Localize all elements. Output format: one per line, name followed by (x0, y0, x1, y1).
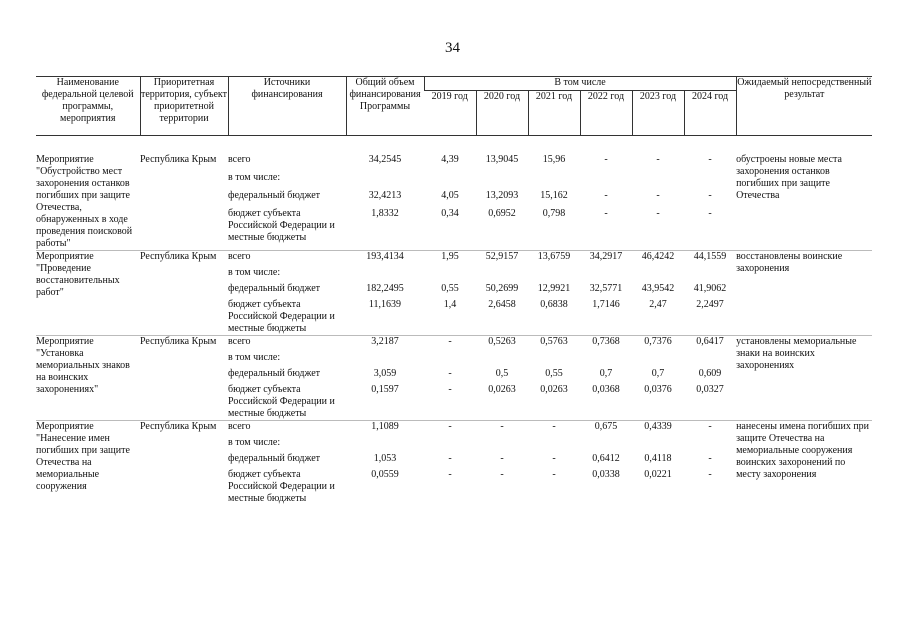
year-amount: - (708, 189, 712, 201)
year-amount (580, 168, 632, 186)
year-amount (684, 348, 736, 364)
year-amount: 44,1559 (684, 251, 736, 264)
year-amount: 0,4339 (632, 421, 684, 434)
year-amount: - (604, 189, 608, 201)
year-amount: 0,55 (545, 368, 563, 379)
total-amount: 1,053 (373, 453, 397, 464)
funding-source: федеральный бюджет (228, 453, 321, 464)
table-row (36, 336, 872, 349)
year-amount: 13,2093 (485, 189, 519, 201)
table-row (36, 154, 872, 168)
year-amount (528, 263, 580, 279)
funding-source: бюджет субъекта Российской Федерации и местные бюджеты (228, 384, 335, 419)
funding-source: в том числе: (228, 437, 281, 448)
year-amount: - (708, 453, 712, 464)
year-amount (424, 433, 476, 449)
year-amount: 0,7368 (580, 336, 632, 349)
total-amount: 193,4134 (346, 251, 424, 264)
year-amount: 0,0368 (592, 384, 620, 395)
region-cell: Республика Крым (140, 336, 228, 421)
year-amount: 0,675 (580, 421, 632, 434)
header-year: 2022 год (580, 91, 632, 136)
year-amount (528, 433, 580, 449)
year-amount: - (448, 453, 452, 464)
year-amount: 1,95 (424, 251, 476, 264)
funding-source: федеральный бюджет (228, 189, 321, 201)
funding-source: федеральный бюджет (228, 283, 321, 294)
year-amount: 0,0338 (592, 469, 620, 480)
year-amount: 0,6952 (488, 208, 516, 220)
year-amount: 0,0263 (488, 384, 516, 395)
year-amount: - (500, 453, 504, 464)
year-amount (424, 348, 476, 364)
year-amount: 0,34 (441, 208, 459, 220)
measure-name: Мероприятие "Обустройство мест захоронения останков погибших при защите Отечества, обнаруженных в ходе проведения поисковой работы" (36, 154, 133, 249)
year-amount: - (500, 469, 504, 480)
total-amount: 182,2495 (366, 283, 404, 294)
funding-source: федеральный бюджет (228, 368, 321, 379)
year-amount (632, 263, 684, 279)
total-amount: 0,0559 (371, 469, 399, 480)
year-amount: 50,2699 (485, 283, 519, 294)
region-cell: Республика Крым (140, 421, 228, 506)
measure-name: Мероприятие "Нанесение имен погибших при защите Отечества на мемориальные сооружения (36, 421, 140, 506)
year-amount: - (476, 421, 528, 434)
table-body (36, 136, 872, 506)
year-amount: 46,4242 (632, 251, 684, 264)
total-amount: 3,2187 (346, 336, 424, 349)
header-result: Ожидаемый непосредственный результат (736, 77, 872, 136)
total-amount: 32,4213 (368, 189, 402, 201)
year-amount: 0,0376 (644, 384, 672, 395)
year-amount (424, 263, 476, 279)
year-amount: 0,6412 (592, 453, 620, 464)
total-amount: 11,1639 (368, 299, 402, 310)
total-amount: 34,2545 (368, 154, 402, 165)
year-amount (476, 433, 528, 449)
year-amount (580, 263, 632, 279)
year-amount: - (424, 336, 476, 349)
year-amount (476, 348, 528, 364)
year-amount: 2,6458 (488, 299, 516, 310)
funding-source: бюджет субъекта Российской Федерации и местные бюджеты (228, 208, 335, 244)
header-year: 2019 год (424, 91, 476, 136)
year-amount: 15,96 (542, 154, 566, 165)
header-including: В том числе (424, 77, 736, 91)
total-amount: 3,059 (373, 368, 397, 379)
total-amount: 1,8332 (371, 208, 399, 220)
year-amount: 2,2497 (696, 299, 724, 310)
year-amount: 4,05 (441, 189, 459, 201)
year-amount: 15,162 (540, 189, 568, 201)
year-amount: 13,6759 (528, 251, 580, 264)
funding-source: всего (228, 251, 346, 264)
year-amount: - (656, 208, 660, 220)
year-amount: - (552, 453, 556, 464)
total-amount: 0,1597 (371, 384, 399, 395)
header-region: Приоритетная территория, субъект приоритетной территории (140, 77, 228, 136)
header-year: 2020 год (476, 91, 528, 136)
header-year: 2024 год (684, 91, 736, 136)
year-amount: 0,0327 (696, 384, 724, 395)
year-amount: 0,0221 (644, 469, 672, 480)
expected-result: установлены мемориальные знаки на воинских захоронениях (736, 336, 872, 421)
header-source: Источники финансирования (228, 77, 346, 136)
region-cell: Республика Крым (140, 251, 228, 336)
year-amount: 0,4118 (644, 453, 672, 464)
year-amount: - (656, 154, 660, 165)
year-amount: - (528, 421, 580, 434)
year-amount: 0,5763 (528, 336, 580, 349)
year-amount: 0,55 (441, 283, 459, 294)
year-amount (476, 263, 528, 279)
header-year: 2021 год (528, 91, 580, 136)
year-amount (528, 348, 580, 364)
year-amount: 52,9157 (476, 251, 528, 264)
year-amount: 4,39 (441, 154, 459, 165)
year-amount (684, 168, 736, 186)
year-amount (684, 433, 736, 449)
year-amount (684, 263, 736, 279)
year-amount: - (424, 421, 476, 434)
year-amount (632, 168, 684, 186)
header-total: Общий объем финансирования Программы (346, 77, 424, 136)
year-amount: 32,5771 (589, 283, 623, 294)
year-amount: 0,0263 (540, 384, 568, 395)
year-amount: 0,7 (651, 368, 665, 379)
page-number: 34 (445, 40, 460, 56)
funding-source: бюджет субъекта Российской Федерации и местные бюджеты (228, 299, 335, 334)
year-amount: 43,9542 (641, 283, 675, 294)
year-amount (424, 168, 476, 186)
year-amount: - (448, 368, 452, 379)
year-amount: 0,6838 (540, 299, 568, 310)
year-amount: 12,9921 (537, 283, 571, 294)
measure-name: Мероприятие "Установка мемориальных знаков на воинских захоронениях" (36, 336, 140, 421)
expected-result: восстановлены воинские захоронения (736, 251, 872, 336)
funding-source: всего (228, 336, 346, 349)
year-amount: - (448, 469, 452, 480)
year-amount: 0,6417 (684, 336, 736, 349)
total-amount (346, 263, 424, 279)
year-amount (580, 433, 632, 449)
funding-source: в том числе: (228, 267, 281, 278)
year-amount (476, 168, 528, 186)
year-amount: 0,7 (599, 368, 613, 379)
year-amount: 2,47 (649, 299, 667, 310)
table-row (36, 421, 872, 434)
year-amount: 0,5 (495, 368, 509, 379)
funding-source: всего (228, 154, 251, 165)
year-amount: - (552, 469, 556, 480)
year-amount: - (684, 421, 736, 434)
total-amount (346, 168, 424, 186)
year-amount: 34,2917 (580, 251, 632, 264)
total-amount (346, 433, 424, 449)
table-row (36, 251, 872, 264)
funding-source: всего (228, 421, 346, 434)
year-amount: - (656, 189, 660, 201)
year-amount: - (604, 154, 608, 165)
year-amount: 41,9062 (693, 283, 727, 294)
header-name: Наименование федеральной целевой программы, мероприятия (36, 77, 140, 136)
year-amount: - (708, 469, 712, 480)
program-table (36, 76, 872, 505)
year-amount (580, 348, 632, 364)
year-amount: - (708, 208, 712, 220)
year-amount: 1,7146 (592, 299, 620, 310)
total-amount: 1,1089 (346, 421, 424, 434)
funding-source: в том числе: (228, 171, 281, 183)
expected-result: обустроены новые места захоронения останков погибших при защите Отечества (736, 154, 842, 201)
year-amount: 0,798 (542, 208, 566, 220)
funding-source: в том числе: (228, 352, 281, 363)
year-amount (632, 348, 684, 364)
expected-result: нанесены имена погибших при защите Отечества на мемориальные сооружения воинских захоронений по месту захоронения (736, 421, 872, 506)
year-amount: 0,7376 (632, 336, 684, 349)
region-cell: Республика Крым (140, 154, 217, 165)
total-amount (346, 348, 424, 364)
year-amount: 0,609 (698, 368, 722, 379)
year-amount: 13,9045 (485, 154, 519, 165)
funding-source: бюджет субъекта Российской Федерации и местные бюджеты (228, 469, 335, 504)
year-amount: - (448, 384, 452, 395)
year-amount (528, 168, 580, 186)
year-amount: - (708, 154, 712, 165)
year-amount: 1,4 (443, 299, 457, 310)
year-amount: 0,5263 (476, 336, 528, 349)
header-year: 2023 год (632, 91, 684, 136)
table-header (36, 77, 872, 136)
year-amount: - (604, 208, 608, 220)
year-amount (632, 433, 684, 449)
measure-name: Мероприятие "Проведение восстановительных работ" (36, 251, 140, 336)
